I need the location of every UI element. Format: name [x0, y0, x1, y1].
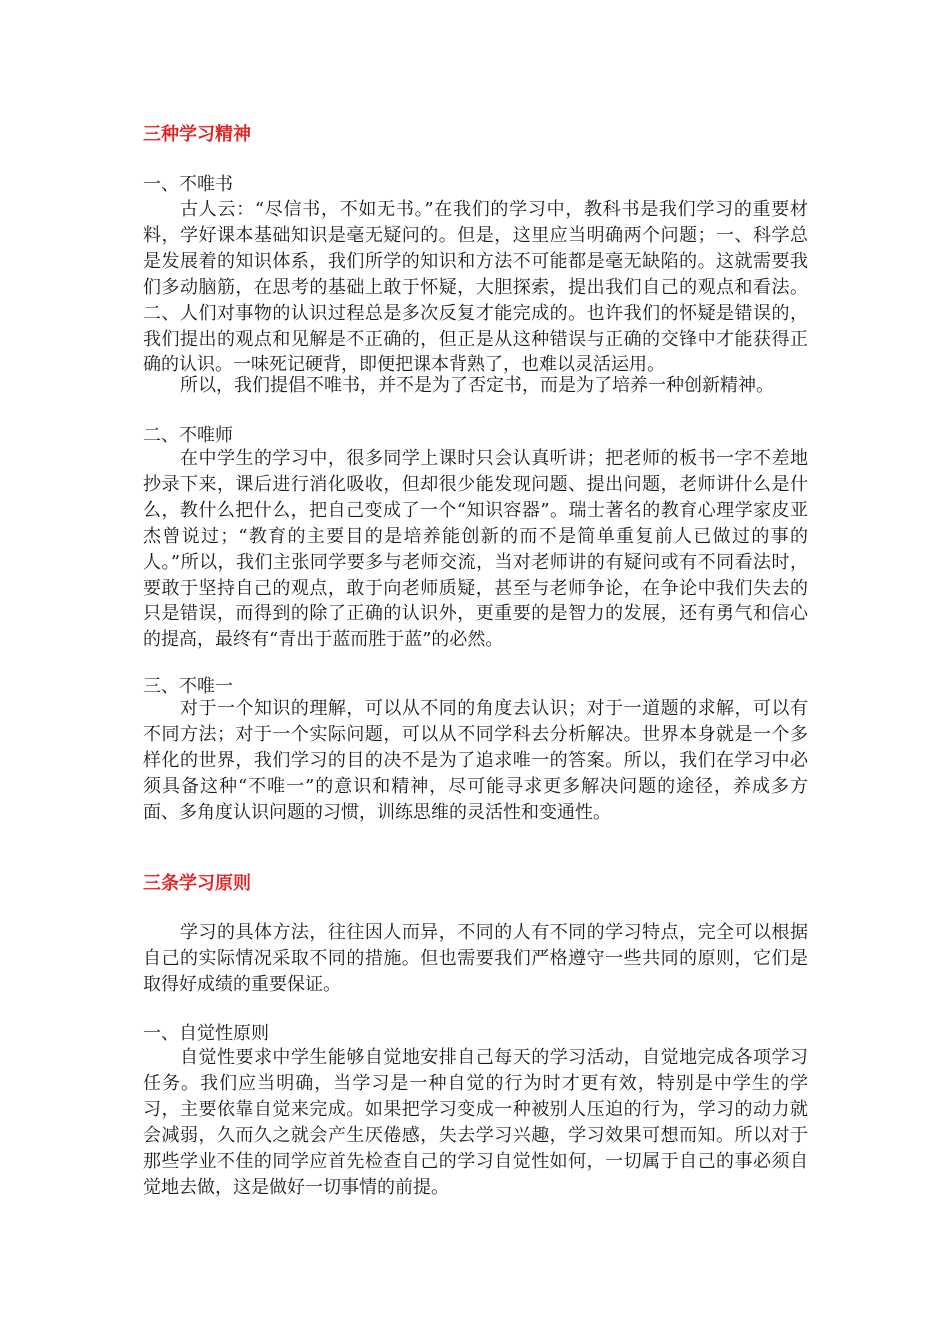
paragraph-not-only-one: 对于一个知识的理解，可以从不同的角度去认识；对于一道题的求解，可以有不同方法；对于一个实际问题，可以从不同学科去分析解决。世界本身就是一个多样化的世界，我们学习的目的决不是为了追求唯一的答案。所以，我们在学习中必须具备这种“不唯一”的意识和精神，尽可能寻求更多解决问题的途径，养成多方面、多角度认识问题的习惯，训练思维的灵活性和变通性。 [143, 698, 808, 823]
heading-not-only-one: 三、不唯一 [143, 676, 233, 697]
paragraph-principles-intro: 学习的具体方法，往往因人而异，不同的人有不同的学习特点，完全可以根据自己的实际情况采取不同的措施。但也需要我们严格遵守一些共同的原则，它们是取得好成绩的重要保证。 [143, 922, 808, 995]
heading-not-only-books: 一、不唯书 [143, 174, 233, 195]
paragraph-self-consciousness-principle: 自觉性要求中学生能够自觉地安排自己每天的学习活动，自觉地完成各项学习任务。我们应当明确，当学习是一种自觉的行为时才更有效，特别是中学生的学习，主要依靠自觉来完成。如果把学习变成一种被别人压迫的行为，学习的动力就会减弱，久而久之就会产生厌倦感，失去学习兴趣，学习效果可想而知。所以对于那些学业不佳的同学应首先检查自己的学习自觉性如何，一切属于自己的事必须自觉地去做，这是做好一切事情的前提。 [143, 1047, 808, 1198]
paragraph-not-only-teachers: 在中学生的学习中，很多同学上课时只会认真听讲；把老师的板书一字不差地抄录下来，课后进行消化吸收，但却很少能发现问题、提出问题，老师讲什么是什么，教什么把什么，把自己变成了一个“知识容器”。瑞士著名的教育心理学家皮亚杰曾说过；“教育的主要目的是培养能创新的而不是简单重复前人已做过的事的人。”所以，我们主张同学要多与老师交流，当对老师讲的有疑问或有不同看法时，要敢于坚持自己的观点，敢于向老师质疑，甚至与老师争论，在争论中我们失去的只是错误，而得到的除了正确的认识外，更重要的是智力的发展，还有勇气和信心的提高，最终有“青出于蓝而胜于蓝”的必然。 [143, 448, 808, 651]
heading-self-consciousness-principle: 一、自觉性原则 [143, 1023, 269, 1044]
paragraph-not-only-books: 古人云：“尽信书，不如无书。”在我们的学习中，教科书是我们学习的重要材料，学好课本基础知识是毫无疑问的。但是，这里应当明确两个问题；一、科学总是发展着的知识体系，我们所学的知识和方法不可能都是毫无缺陷的。这就需要我们多动脑筋，在思考的基础上敢于怀疑，大胆探索，提出我们自己的观点和看法。二、人们对事物的认识过程总是多次反复才能完成的。也许我们的怀疑是错误的，我们提出的观点和见解是不正确的，但正是从这种错误与正确的交锋中才能获得正确的认识。一味死记硬背，即便把课本背熟了，也难以灵活运用。 [143, 199, 808, 376]
paragraph-not-only-books-conclusion: 所以，我们提倡不唯书，并不是为了否定书，而是为了培养一种创新精神。 [180, 375, 774, 396]
section-title-study-principles: 三条学习原则 [143, 873, 251, 894]
heading-not-only-teachers: 二、不唯师 [143, 425, 233, 446]
section-title-study-spirits: 三种学习精神 [143, 124, 251, 145]
